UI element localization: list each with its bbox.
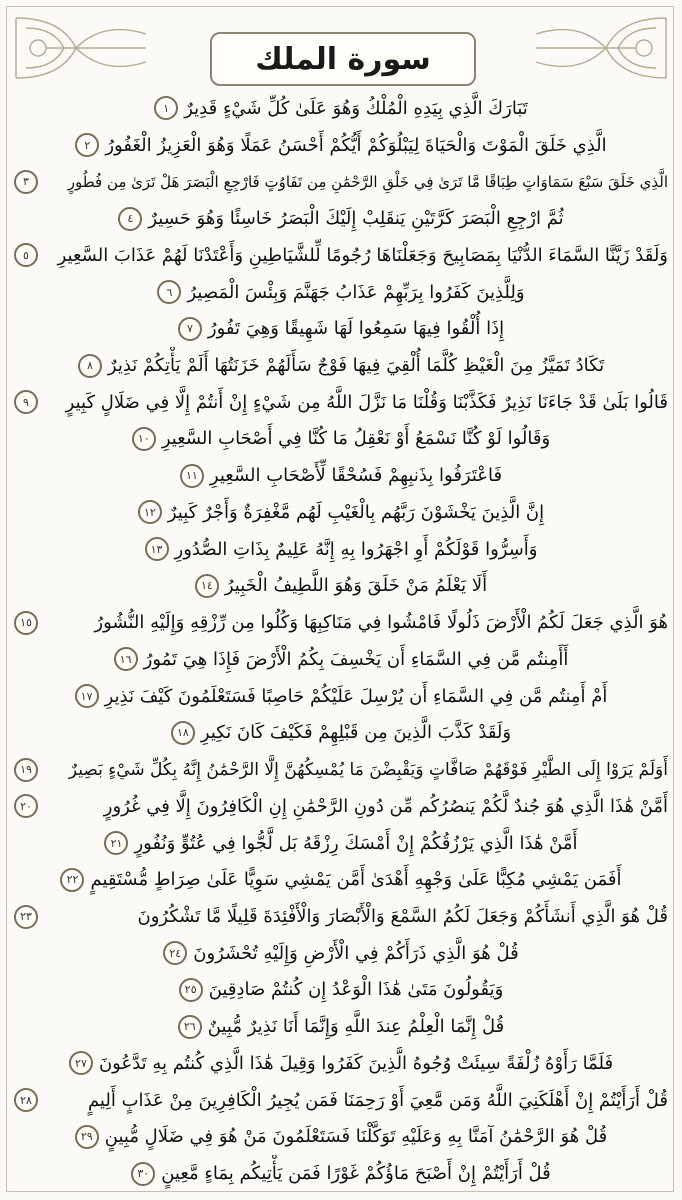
verse-line xyxy=(14,90,668,127)
verse-line xyxy=(14,457,668,494)
verse-line xyxy=(14,568,668,605)
verse-number-marker: ١٣ xyxy=(145,537,169,561)
verse-line xyxy=(14,1082,668,1119)
verse-text: وَلَقَدْ زَيَّنَّا السَّمَاءَ الدُّنْيَا بِمَصَابِيحَ وَجَعَلْنَاهَا رُجُومًا لِّلشَّيَاطِينِ وَأَعْتَدْنَا لَهُمْ عَذَابَ السَّعِيرِ xyxy=(57,244,668,266)
verse-text: فَاعْتَرَفُوا بِذَنبِهِمْ فَسُحْقًا لِّأَصْحَابِ السَّعِيرِ xyxy=(209,465,503,487)
verses-list xyxy=(14,90,668,1192)
verse-number-marker: ١٧ xyxy=(75,684,99,708)
verse-line xyxy=(14,861,668,898)
verse-line xyxy=(14,825,668,862)
verse-line xyxy=(14,531,668,568)
verse-line xyxy=(14,1119,668,1156)
verse-line xyxy=(14,274,668,311)
verse-number-marker: ٢٧ xyxy=(69,1051,93,1075)
verse-line xyxy=(14,1155,668,1192)
verse-line xyxy=(14,714,668,751)
surah-header xyxy=(0,4,682,90)
verse-text: إِنَّ الَّذِينَ يَخْشَوْنَ رَبَّهُم بِالْغَيْبِ لَهُم مَّغْفِرَةٌ وَأَجْرٌ كَبِيرٌ xyxy=(167,501,545,523)
verse-line xyxy=(14,163,668,200)
verse-line xyxy=(14,898,668,935)
verse-text: وَقَالُوا لَوْ كُنَّا نَسْمَعُ أَوْ نَعْقِلُ مَا كُنَّا فِي أَصْحَابِ السَّعِيرِ xyxy=(161,428,551,450)
verse-line xyxy=(14,972,668,1009)
verse-text: أَأَمِنتُم مَّن فِي السَّمَاءِ أَن يَخْسِفَ بِكُمُ الْأَرْضَ فَإِذَا هِيَ تَمُورُ xyxy=(143,648,569,670)
verse-number-marker: ٣٠ xyxy=(131,1162,155,1186)
verse-number-marker: ١١ xyxy=(180,464,204,488)
verse-text: أَمْ أَمِنتُم مَّن فِي السَّمَاءِ أَن يُرْسِلَ عَلَيْكُمْ حَاصِبًا فَسَتَعْلَمُونَ كَيْفَ نَذِيرِ xyxy=(104,685,608,707)
verse-line xyxy=(14,935,668,972)
verse-number-marker: ٢٣ xyxy=(14,905,38,929)
verse-text: وَأَسِرُّوا قَوْلَكُمْ أَوِ اجْهَرُوا بِهِ إِنَّهُ عَلِيمٌ بِذَاتِ الصُّدُورِ xyxy=(174,538,538,560)
verse-number-marker: ١٤ xyxy=(195,574,219,598)
verse-line xyxy=(14,310,668,347)
verse-text: تَبَارَكَ الَّذِي بِيَدِهِ الْمُلْكُ وَهُوَ عَلَىٰ كُلِّ شَيْءٍ قَدِيرٌ xyxy=(184,97,528,119)
verse-number-marker: ٩ xyxy=(14,390,38,414)
verse-line xyxy=(14,421,668,458)
verse-line xyxy=(14,1008,668,1045)
ornament-left-icon xyxy=(6,8,156,88)
verse-line xyxy=(14,200,668,237)
verse-text: ثُمَّ ارْجِعِ الْبَصَرَ كَرَّتَيْنِ يَنقَلِبْ إِلَيْكَ الْبَصَرُ خَاسِئًا وَهُوَ حَسِيرٌ xyxy=(148,208,564,230)
verse-text: الَّذِي خَلَقَ سَبْعَ سَمَاوَاتٍ طِبَاقًا مَّا تَرَىٰ فِي خَلْقِ الرَّحْمَٰنِ مِن تَفَاوُتٍ فَارْجِعِ الْبَصَرَ هَلْ تَرَىٰ مِن فُطُورٍ xyxy=(67,172,668,191)
verse-text: أَوَلَمْ يَرَوْا إِلَى الطَّيْرِ فَوْقَهُمْ صَافَّاتٍ وَيَقْبِضْنَ مَا يُمْسِكُهُنَّ إِلَّا الرَّحْمَٰنُ إِنَّهُ بِكُلِّ شَيْءٍ بَصِيرٌ xyxy=(68,759,668,780)
verse-number-marker: ١٢ xyxy=(138,500,162,524)
verse-text: أَمَّنْ هَٰذَا الَّذِي يَرْزُقُكُمْ إِنْ أَمْسَكَ رِزْقَهُ بَل لَّجُّوا فِي عُتُوٍّ وَنُفُورٍ xyxy=(134,832,578,854)
verse-number-marker: ٨ xyxy=(78,354,102,378)
surah-title: سورة الملك xyxy=(255,41,431,77)
verse-line xyxy=(14,494,668,531)
verse-text: الَّذِي خَلَقَ الْمَوْتَ وَالْحَيَاةَ لِيَبْلُوَكُمْ أَيُّكُمْ أَحْسَنُ عَمَلًا وَهُوَ الْعَزِيزُ الْغَفُورُ xyxy=(105,134,607,156)
verse-line xyxy=(14,237,668,274)
verse-number-marker: ٣ xyxy=(14,170,38,194)
verse-number-marker: ٧ xyxy=(178,317,202,341)
verse-text: قُلْ هُوَ الَّذِي أَنشَأَكُمْ وَجَعَلَ لَكُمُ السَّمْعَ وَالْأَبْصَارَ وَالْأَفْئِدَةَ قَلِيلًا مَّا تَشْكُرُونَ xyxy=(137,906,668,928)
verse-text: تَكَادُ تَمَيَّزُ مِنَ الْغَيْظِ كُلَّمَا أُلْقِيَ فِيهَا فَوْجٌ سَأَلَهُمْ خَزَنَتُهَا أَلَمْ يَأْتِكُمْ نَذِيرٌ xyxy=(107,355,605,376)
verse-text: قَالُوا بَلَىٰ قَدْ جَاءَنَا نَذِيرٌ فَكَذَّبْنَا وَقُلْنَا مَا نَزَّلَ اللَّهُ مِن شَيْءٍ إِنْ أَنتُمْ إِلَّا فِي ضَلَالٍ كَبِيرٍ xyxy=(65,391,668,413)
verse-number-marker: ٢٠ xyxy=(14,794,38,818)
surah-title-frame xyxy=(210,32,476,86)
verse-text: قُلْ هُوَ الَّذِي ذَرَأَكُمْ فِي الْأَرْضِ وَإِلَيْهِ تُحْشَرُونَ xyxy=(193,942,519,964)
verse-text: أَلَا يَعْلَمُ مَنْ خَلَقَ وَهُوَ اللَّطِيفُ الْخَبِيرُ xyxy=(224,575,488,597)
verse-number-marker: ٥ xyxy=(14,243,38,267)
verse-text: أَفَمَن يَمْشِي مُكِبًّا عَلَىٰ وَجْهِهِ أَهْدَىٰ أَمَّن يَمْشِي سَوِيًّا عَلَىٰ صِرَاطٍ مُّسْتَقِيمٍ xyxy=(90,869,622,891)
verse-text: إِذَا أُلْقُوا فِيهَا سَمِعُوا لَهَا شَهِيقًا وَهِيَ تَفُورُ xyxy=(207,318,505,340)
verse-number-marker: ١٩ xyxy=(14,758,38,782)
verse-number-marker: ٢٢ xyxy=(60,868,84,892)
verse-text: قُلْ أَرَأَيْتُمْ إِنْ أَهْلَكَنِيَ اللَّهُ وَمَن مَّعِيَ أَوْ رَحِمَنَا فَمَن يُجِيرُ الْكَافِرِينَ مِنْ عَذَابٍ أَلِيمٍ xyxy=(87,1089,668,1111)
verse-line xyxy=(14,788,668,825)
verse-text: فَلَمَّا رَأَوْهُ زُلْفَةً سِيئَتْ وُجُوهُ الَّذِينَ كَفَرُوا وَقِيلَ هَٰذَا الَّذِي كُنتُم بِهِ تَدَّعُونَ xyxy=(98,1052,614,1074)
verse-number-marker: ٢٥ xyxy=(179,978,203,1002)
verse-line xyxy=(14,751,668,788)
verse-text: وَيَقُولُونَ مَتَىٰ هَٰذَا الْوَعْدُ إِن كُنتُمْ صَادِقِينَ xyxy=(208,979,504,1001)
verse-line xyxy=(14,347,668,384)
verse-text: وَلِلَّذِينَ كَفَرُوا بِرَبِّهِمْ عَذَابُ جَهَنَّمَ وَبِئْسَ الْمَصِيرُ xyxy=(187,281,525,303)
verse-number-marker: ١٦ xyxy=(114,647,138,671)
verse-text: قُلْ إِنَّمَا الْعِلْمُ عِندَ اللَّهِ وَإِنَّمَا أَنَا نَذِيرٌ مُّبِينٌ xyxy=(207,1016,505,1038)
verse-number-marker: ٢٨ xyxy=(14,1088,38,1112)
ornament-right-icon xyxy=(526,8,676,88)
verse-number-marker: ٢٦ xyxy=(178,1015,202,1039)
verse-line xyxy=(14,641,668,678)
verse-number-marker: ٢٩ xyxy=(75,1125,99,1149)
verse-number-marker: ١ xyxy=(154,96,178,120)
verse-text: هُوَ الَّذِي جَعَلَ لَكُمُ الْأَرْضَ ذَلُولًا فَامْشُوا فِي مَنَاكِبِهَا وَكُلُوا مِن رِّزْقِهِ وَإِلَيْهِ النُّشُورُ xyxy=(94,612,668,634)
verse-number-marker: ٤ xyxy=(118,207,142,231)
verse-number-marker: ٢١ xyxy=(104,831,128,855)
verse-number-marker: ٢ xyxy=(75,133,99,157)
verse-text: وَلَقَدْ كَذَّبَ الَّذِينَ مِن قَبْلِهِمْ فَكَيْفَ كَانَ نَكِيرِ xyxy=(200,722,512,744)
verse-number-marker: ١٥ xyxy=(14,611,38,635)
verse-line xyxy=(14,384,668,421)
verse-line xyxy=(14,127,668,164)
verse-number-marker: ١٠ xyxy=(132,427,156,451)
verse-text: قُلْ هُوَ الرَّحْمَٰنُ آمَنَّا بِهِ وَعَلَيْهِ تَوَكَّلْنَا فَسَتَعْلَمُونَ مَنْ هُوَ فِي ضَلَالٍ مُّبِينٍ xyxy=(104,1126,608,1148)
verse-line xyxy=(14,678,668,715)
verse-text: قُلْ أَرَأَيْتُمْ إِنْ أَصْبَحَ مَاؤُكُمْ غَوْرًا فَمَن يَأْتِيكُم بِمَاءٍ مَّعِينٍ xyxy=(161,1163,551,1185)
verse-number-marker: ١٨ xyxy=(171,721,195,745)
verse-text: أَمَّنْ هَٰذَا الَّذِي هُوَ جُندٌ لَّكُمْ يَنصُرُكُم مِّن دُونِ الرَّحْمَٰنِ إِنِ الْكَافِرُونَ إِلَّا فِي غُرُورٍ xyxy=(103,795,668,817)
verse-number-marker: ٦ xyxy=(157,280,181,304)
verse-number-marker: ٢٤ xyxy=(163,941,187,965)
verse-line xyxy=(14,604,668,641)
verse-line xyxy=(14,1045,668,1082)
